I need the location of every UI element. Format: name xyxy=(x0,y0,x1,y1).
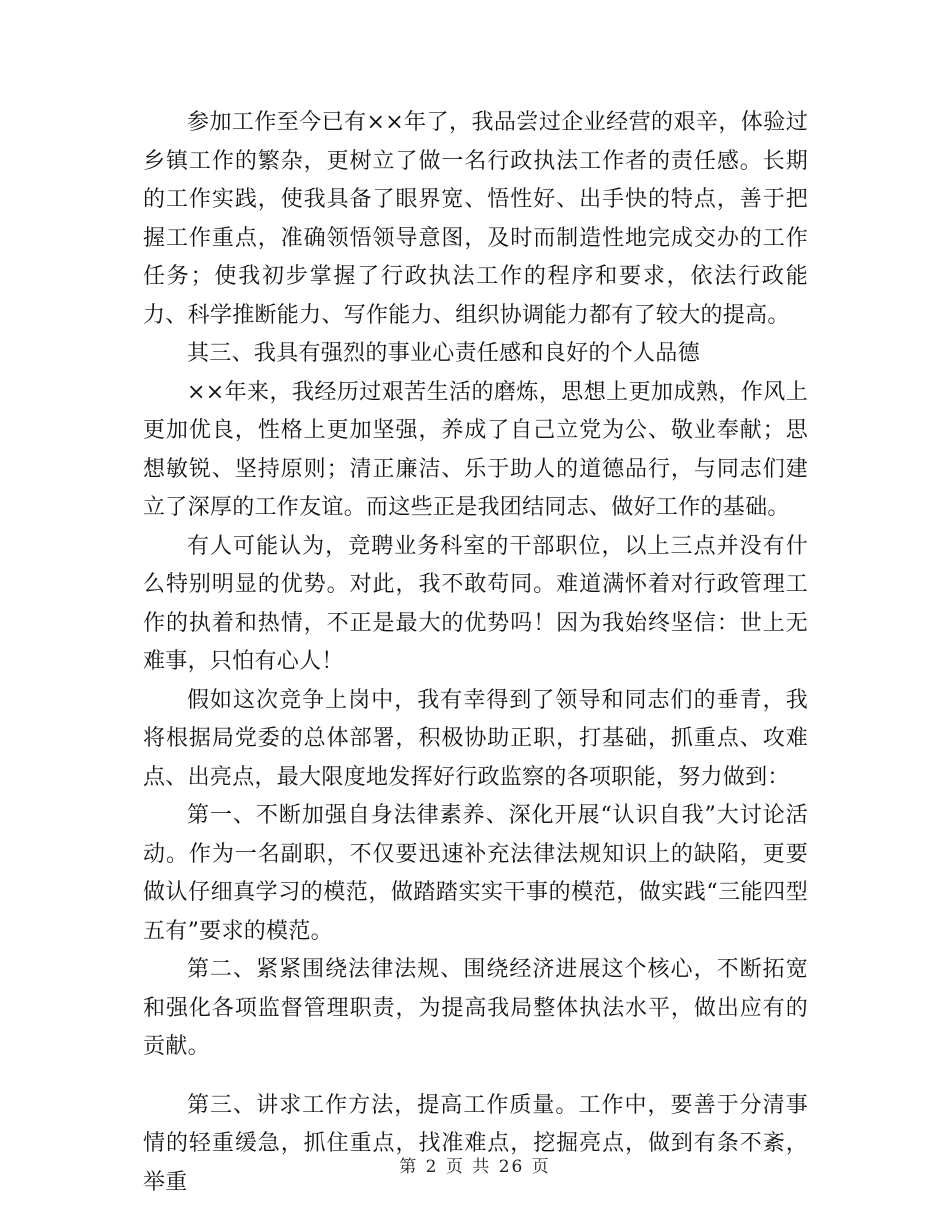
paragraph-first-commitment: 第一、不断加强自身法律素养、深化开展“认识自我”大讨论活动。作为一名副职，不仅要迅速补充法律法规知识上的缺陷，更要做认仔细真学习的模范，做踏踏实实干事的模范，做实践“三能四型五有”要求的模范。 xyxy=(143,803,808,944)
paragraph-heading-third-point: 其三、我具有强烈的事业心责任感和良好的个人品德 xyxy=(187,341,700,366)
paragraph-if-appointed: 假如这次竞争上岗中，我有幸得到了领导和同志们的垂青，我将根据局党委的总体部署，积极协助正职，打基础，抓重点、攻难点、出亮点，最大限度地发挥好行政监察的各项职能，努力做到： xyxy=(143,687,808,790)
paragraph-third-commitment: 第三、讲求工作方法，提高工作质量。工作中，要善于分清事情的轻重缓急，抓住重点，找准难点，挖掘亮点，做到有条不紊，举重 xyxy=(143,1092,808,1195)
paragraph-work-experience: 参加工作至今已有××年了，我品尝过企业经营的艰辛，体验过乡镇工作的繁杂，更树立了做一名行政执法工作者的责任感。长期的工作实践，使我具备了眼界宽、悟性好、出手快的特点，善于把握工作重点，准确领悟领导意图，及时而制造性地完成交办的工作任务；使我初步掌握了行政执法工作的程序和要求，依法行政能力、科学推断能力、写作能力、组织协调能力都有了较大的提高。 xyxy=(143,110,808,328)
paragraph-second-commitment: 第二、紧紧围绕法律法规、围绕经济进展这个核心，不断拓宽和强化各项监督管理职责，为提高我局整体执法水平，做出应有的贡献。 xyxy=(143,957,808,1059)
document-body xyxy=(143,104,808,1202)
page-number-footer: 第 2 页 共 26 页 xyxy=(399,1157,551,1177)
paragraph-advantage-argument: 有人可能认为，竞聘业务科室的干部职位，以上三点并没有什么特别明显的优势。对此，我不敢苟同。难道满怀着对行政管理工作的执着和热情，不正是最大的优势吗！因为我始终坚信：世上无难事，只怕有心人！ xyxy=(143,533,808,674)
paragraph-personal-character: ××年来，我经历过艰苦生活的磨炼，思想上更加成熟，作风上更加优良，性格上更加坚强，养成了自己立党为公、敬业奉献；思想敏锐、坚持原则；清正廉洁、乐于助人的道德品行，与同志们建立了深厚的工作友谊。而这些正是我团结同志、做好工作的基础。 xyxy=(143,379,808,520)
